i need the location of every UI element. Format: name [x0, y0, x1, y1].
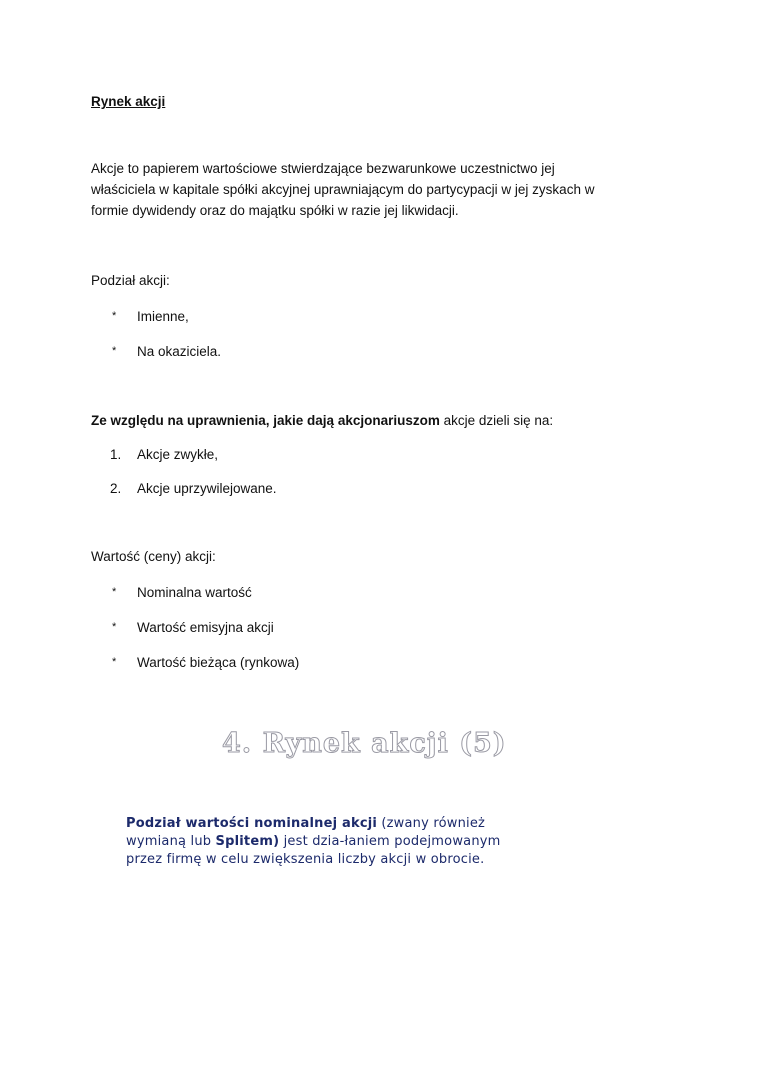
slide-bold-text: Splitem)	[215, 834, 280, 849]
document-title: Rynek akcji	[91, 94, 166, 109]
slide-line	[126, 815, 626, 833]
bullet-marker: *	[112, 345, 117, 357]
bullet-marker: *	[112, 586, 117, 598]
list-item-label: Nominalna wartość	[137, 585, 252, 600]
list-item-label: Akcje uprzywilejowane.	[137, 481, 277, 496]
slide-text: (zwany również	[377, 816, 486, 831]
slide-line	[126, 833, 626, 851]
intro-paragraph	[91, 158, 651, 221]
intro-line: Akcje to papierem wartościowe stwierdzające bezwarunkowe uczestnictwo jej	[91, 161, 555, 176]
slide-bold-text: Podział wartości nominalnej akcji	[126, 816, 378, 831]
intro-line: właściciela w kapitale spółki akcyjnej uprawniającym do partycypacji w jej zyskach w	[91, 182, 595, 197]
slide-text: jest dzia-łaniem podejmowanym	[279, 834, 501, 849]
slide-text: wymianą lub	[126, 834, 216, 849]
slide-line: przez firmę w celu zwiększenia liczby akcji w obrocie.	[126, 852, 485, 867]
list-item-label: Akcje zwykłe,	[137, 447, 219, 462]
number-marker: 1.	[110, 447, 122, 462]
section-heading-rest: akcje dzieli się na:	[439, 413, 554, 428]
bullet-marker: *	[112, 656, 117, 668]
list-item-label: Na okaziciela.	[137, 344, 222, 359]
list-item-label: Wartość emisyjna akcji	[137, 620, 274, 635]
section-heading-share-types: Podział akcji:	[91, 273, 170, 288]
section-heading-rights	[91, 410, 553, 431]
list-item-label: Wartość bieżąca (rynkowa)	[137, 655, 300, 670]
section-heading-share-value: Wartość (ceny) akcji:	[91, 549, 216, 564]
bullet-marker: *	[112, 310, 117, 322]
number-marker: 2.	[110, 481, 122, 496]
slide-title: 4. Rynek akcji (5)	[222, 728, 507, 759]
intro-line: formie dywidendy oraz do majątku spółki w razie jej likwidacji.	[91, 203, 459, 218]
list-item-label: Imienne,	[137, 309, 189, 324]
section-heading-bold: Ze względu na uprawnienia, jakie dają akcjonariuszom	[91, 413, 440, 428]
slide-body	[126, 815, 626, 869]
bullet-marker: *	[112, 621, 117, 633]
